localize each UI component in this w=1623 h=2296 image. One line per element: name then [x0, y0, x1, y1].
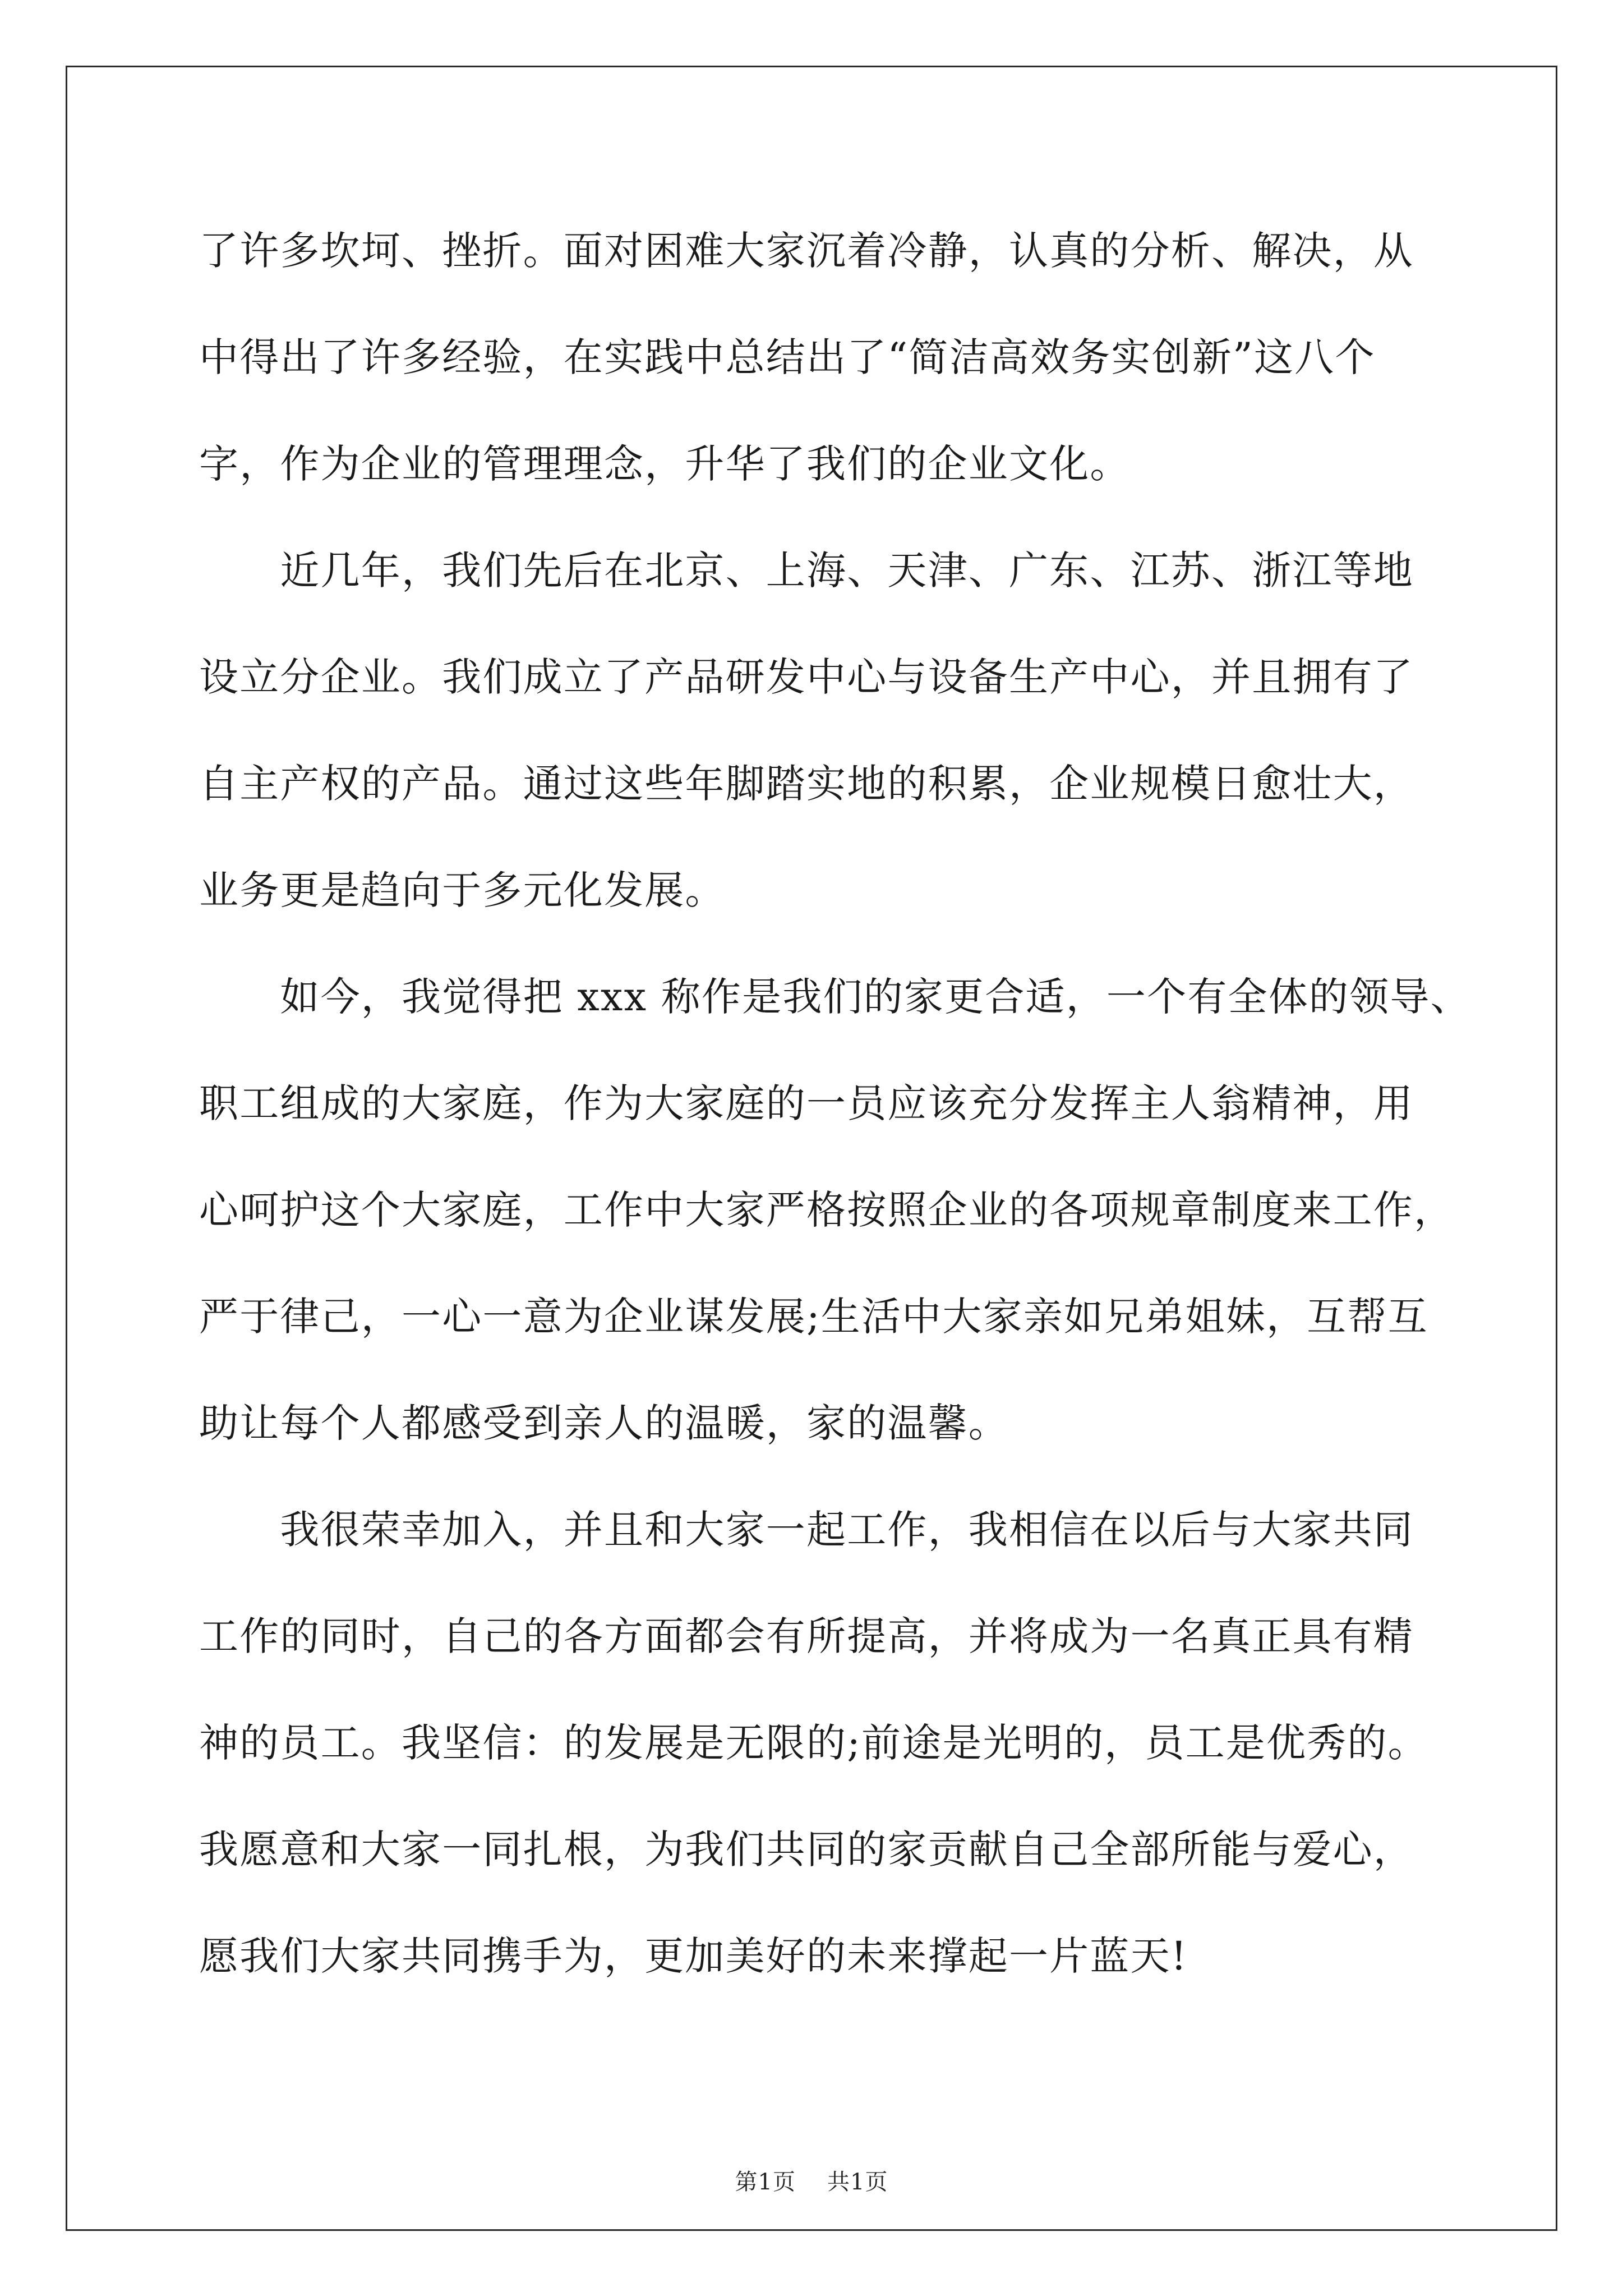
text-line: 近几年，我们先后在北京、上海、天津、广东、江苏、浙江等地 — [199, 547, 1414, 593]
text-line: 中得出了许多经验，在实践中总结出了“简洁高效务实创新”这八个 — [199, 334, 1376, 380]
text-line: 我很荣幸加入，并且和大家一起工作，我相信在以后与大家共同 — [199, 1507, 1414, 1553]
text-line: 字，作为企业的管理理念，升华了我们的企业文化。 — [199, 441, 1131, 487]
text-line: 工作的同时，自己的各方面都会有所提高，并将成为一名真正具有精 — [199, 1613, 1414, 1659]
text-line: 神的员工。我坚信：的发展是无限的;前途是光明的，员工是优秀的。 — [199, 1720, 1428, 1766]
text-line: 助让每个人都感受到亲人的温暖，家的温馨。 — [199, 1400, 1009, 1446]
text-line: 设立分企业。我们成立了产品研发中心与设备生产中心，并且拥有了 — [199, 654, 1414, 700]
page-footer — [0, 2164, 1623, 2196]
text-line: 了许多坎坷、挫折。面对困难大家沉着冷静，认真的分析、解决，从 — [199, 228, 1414, 274]
text-line: 业务更是趋向于多元化发展。 — [199, 867, 726, 913]
text-line: 职工组成的大家庭，作为大家庭的一员应该充分发挥主人翁精神，用 — [199, 1080, 1414, 1126]
text-line: 我愿意和大家一同扎根，为我们共同的家贡献自己全部所能与爱心， — [199, 1826, 1414, 1872]
text-line: 愿我们大家共同携手为，更加美好的未来撑起一片蓝天! — [199, 1933, 1188, 1979]
page-number: 第1页 — [735, 2169, 796, 2195]
page-total: 共1页 — [827, 2169, 888, 2195]
text-line: 如今，我觉得把 xxx 称作是我们的家更合适，一个有全体的领导、 — [199, 974, 1471, 1020]
text-line: 心呵护这个大家庭，工作中大家严格按照企业的各项规章制度来工作， — [199, 1187, 1455, 1233]
text-line: 自主产权的产品。通过这些年脚踏实地的积累，企业规模日愈壮大， — [199, 761, 1414, 807]
text-line: 严于律己，一心一意为企业谋发展;生活中大家亲如兄弟姐妹，互帮互 — [199, 1294, 1428, 1340]
document-body — [199, 209, 1471, 2021]
